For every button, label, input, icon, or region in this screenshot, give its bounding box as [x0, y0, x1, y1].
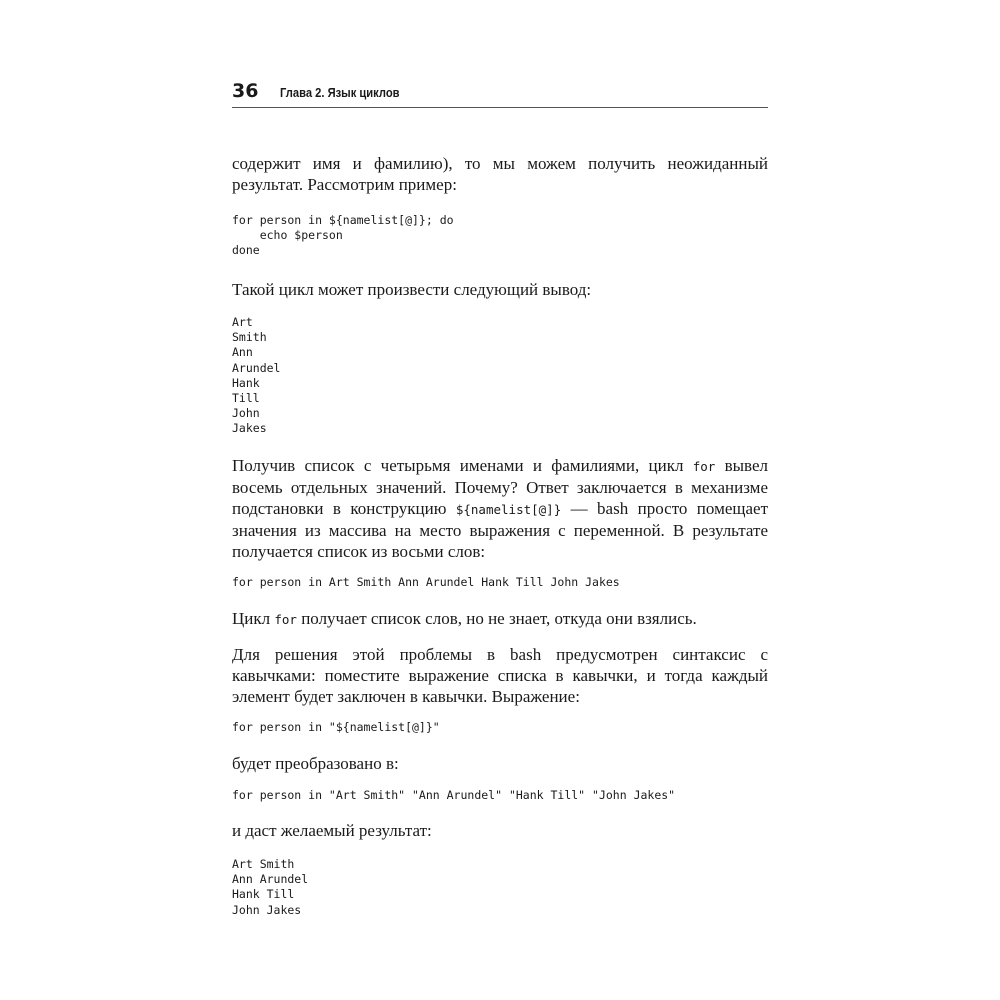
running-header — [232, 80, 768, 108]
code-line: for person in "${namelist[@]}" — [232, 720, 440, 734]
paragraph-explanation — [232, 455, 768, 562]
paragraph-line: содержит имя и фамилию), то мы можем получить неожиданный — [232, 154, 768, 173]
paragraph-text: и даст желаемый результат: — [232, 821, 432, 840]
code-block-quoted-expanded — [232, 788, 768, 803]
text-run: вывел восемь отдельных значений. Почему? Ответ заключается в механизме подстановки в конструкцию — [232, 456, 769, 518]
code-block-quoted — [232, 720, 768, 735]
text-run: Получив список с четырьмя именами и фамилиями, цикл — [232, 456, 693, 475]
code-line: done — [232, 243, 260, 258]
inline-code: ${namelist[@]} — [455, 502, 562, 517]
text-run: Цикл — [232, 609, 275, 628]
inline-code: for — [274, 612, 297, 627]
paragraph-output-intro — [232, 279, 768, 300]
paragraph-text: будет преобразовано в: — [232, 754, 399, 773]
output-line: John Jakes — [232, 902, 302, 917]
paragraph-line: результат. Рассмотрим пример: — [232, 175, 457, 194]
output-line: John — [232, 406, 260, 421]
code-line: for person in ${namelist[@]}; do — [232, 213, 454, 227]
output-line: Ann — [232, 345, 253, 360]
output-line: Ann Arundel — [232, 872, 309, 887]
paragraph-text: Для решения этой проблемы в bash предусмотрен синтаксис с кавычками: поместите выражение списка в кавычки, и тогда каждый элемент будет заключен в кавычки. Выражение: — [232, 645, 768, 706]
inline-code: for — [692, 459, 716, 474]
paragraph-transformed — [232, 753, 768, 774]
paragraph-quoting — [232, 644, 768, 707]
paragraph-text — [232, 455, 768, 562]
chapter-title: Глава 2. Язык циклов — [280, 85, 401, 100]
code-block-result — [232, 857, 768, 918]
paragraph-text — [232, 608, 768, 630]
output-line: Till — [232, 391, 260, 406]
output-line: Art — [232, 315, 253, 329]
code-block-output — [232, 315, 768, 437]
book-page — [232, 80, 769, 917]
text-run: получает список слов, но не знает, откуда они взялись. — [296, 609, 697, 628]
code-line: for person in Art Smith Ann Arundel Hank Till John Jakes — [232, 575, 620, 589]
code-block-loop — [232, 213, 768, 259]
paragraph-text: Такой цикл может произвести следующий вывод: — [232, 280, 592, 299]
text-run: — bash просто помещает значения из массива на место выражения с переменной. В результате получается список из восьми слов: — [232, 499, 768, 561]
output-line: Hank Till — [232, 887, 295, 902]
output-line: Jakes — [232, 421, 267, 436]
page-number: 36 — [232, 80, 259, 102]
paragraph-for-note — [232, 608, 768, 630]
output-line: Art Smith — [232, 857, 295, 871]
paragraph-result — [232, 820, 768, 841]
output-line: Smith — [232, 330, 267, 345]
output-line: Arundel — [232, 360, 281, 375]
code-line: for person in "Art Smith" "Ann Arundel" "Hank Till" "John Jakes" — [232, 788, 676, 802]
output-line: Hank — [232, 375, 260, 390]
code-block-expanded — [232, 575, 768, 590]
code-line: echo $person — [232, 228, 343, 243]
paragraph-intro — [232, 153, 768, 195]
